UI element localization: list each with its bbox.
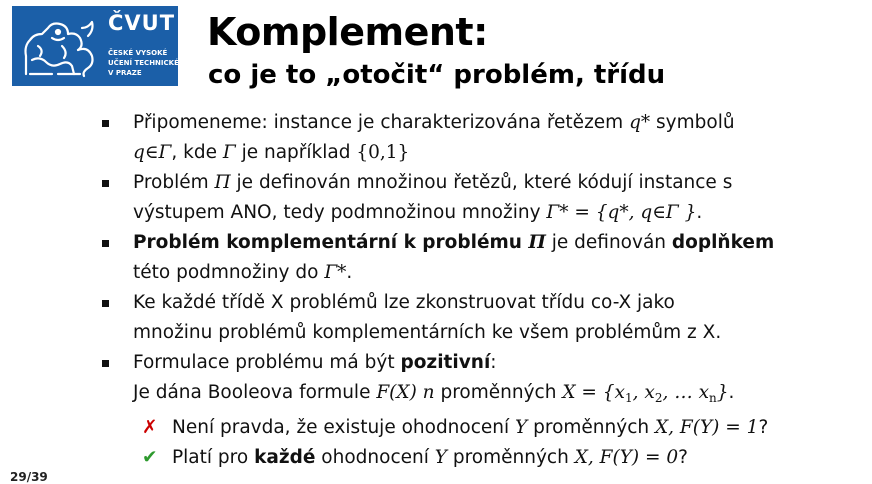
math-text: Y	[515, 417, 528, 438]
text: ?	[758, 417, 769, 438]
text: Je dána Booleova formule	[133, 382, 377, 403]
text: :	[490, 352, 497, 373]
text: Připomeneme: instance je charakterizována řetězem	[133, 112, 630, 133]
text: proměnných	[434, 382, 563, 403]
text-line: množinu problémů komplementárních ke všem problémům z X.	[133, 322, 722, 343]
cross-icon: ✗	[142, 417, 158, 438]
logo-subtitle-line: UČENÍ TECHNICKÉ	[108, 59, 179, 67]
math-text: Γ* = {q*, q∈Γ }	[546, 202, 697, 223]
page-number: 29/39	[10, 470, 48, 484]
text: této podmnožiny do	[133, 262, 325, 283]
text: .	[696, 202, 703, 223]
text: výstupem ANO, tedy podmnožinou množiny	[133, 202, 547, 223]
logo-subtitle	[108, 48, 178, 78]
bold-text: doplňkem	[671, 232, 775, 253]
bullet-square-icon	[102, 120, 109, 127]
math-text: , x	[632, 382, 655, 403]
bullet-square-icon	[102, 360, 109, 367]
text: je definován	[545, 232, 672, 253]
text-line	[133, 228, 870, 258]
text-line	[133, 378, 870, 413]
bullet-item	[100, 288, 870, 348]
text-line	[133, 198, 870, 228]
bold-text: Problém komplementární k problému	[133, 232, 529, 253]
bullet-item	[100, 348, 870, 413]
math-text: Π	[528, 232, 546, 253]
bullet-list	[100, 108, 870, 473]
text: , kde	[171, 142, 223, 163]
slide-subtitle: co je to „otočit“ problém, třídu	[208, 60, 666, 90]
logo-subtitle-line: ČESKÉ VYSOKÉ	[108, 49, 168, 57]
bullet-item	[100, 108, 870, 168]
math-text: Γ*	[324, 262, 347, 283]
math-text: Π	[214, 172, 231, 193]
bullet-item	[100, 228, 870, 288]
text: .	[728, 382, 735, 403]
text: Formulace problému má být	[133, 352, 401, 373]
bold-text: každé	[254, 447, 316, 468]
text-line: Ke každé třídě X problémů lze zkonstruovat třídu co-X jako	[133, 292, 675, 313]
subscript: 2	[654, 391, 663, 405]
math-text: {0,1}	[356, 142, 410, 163]
math-text: X	[562, 382, 576, 403]
subscript: 1	[624, 391, 633, 405]
text: symbolů	[650, 112, 735, 133]
math-text: = {x	[575, 382, 625, 403]
lion-emblem-icon	[18, 16, 100, 78]
logo-subtitle-line: V PRAZE	[108, 69, 142, 77]
subscript: n	[709, 391, 717, 405]
text: ohodnocení	[315, 447, 435, 468]
math-text: Y	[434, 447, 447, 468]
cvut-logo	[12, 6, 178, 86]
text: Není pravda, že existuje ohodnocení	[172, 417, 516, 438]
math-text: q∈Γ	[133, 142, 172, 163]
math-text: F(X) n	[376, 382, 435, 403]
text-line	[133, 168, 870, 198]
bullet-square-icon	[102, 240, 109, 247]
math-text: X, F(Y) = 1	[654, 417, 759, 438]
bullet-square-icon	[102, 180, 109, 187]
text-line	[133, 108, 870, 138]
text: Platí pro	[172, 447, 255, 468]
text-line	[133, 348, 870, 378]
math-text: q*	[629, 112, 651, 133]
math-text: }	[716, 382, 729, 403]
text: je definován množinou řetězů, které kódují instance s	[230, 172, 733, 193]
slide-title: Komplement:	[207, 10, 488, 54]
text: proměnných	[527, 417, 655, 438]
math-text: X, F(Y) = 0	[574, 447, 679, 468]
math-text: , … x	[662, 382, 710, 403]
logo-wordmark: ČVUT	[108, 11, 176, 35]
text: .	[346, 262, 353, 283]
bullet-item	[100, 168, 870, 228]
text: je například	[235, 142, 357, 163]
sub-item-false	[100, 413, 870, 443]
text-line	[133, 138, 870, 168]
text: Problém	[133, 172, 215, 193]
sub-item-true	[100, 443, 870, 473]
check-icon: ✔	[142, 447, 158, 468]
text-line	[133, 258, 870, 288]
bullet-square-icon	[102, 300, 109, 307]
bold-text: pozitivní	[400, 352, 491, 373]
math-text: Γ	[222, 142, 236, 163]
text: ?	[678, 447, 688, 468]
text: proměnných	[446, 447, 575, 468]
